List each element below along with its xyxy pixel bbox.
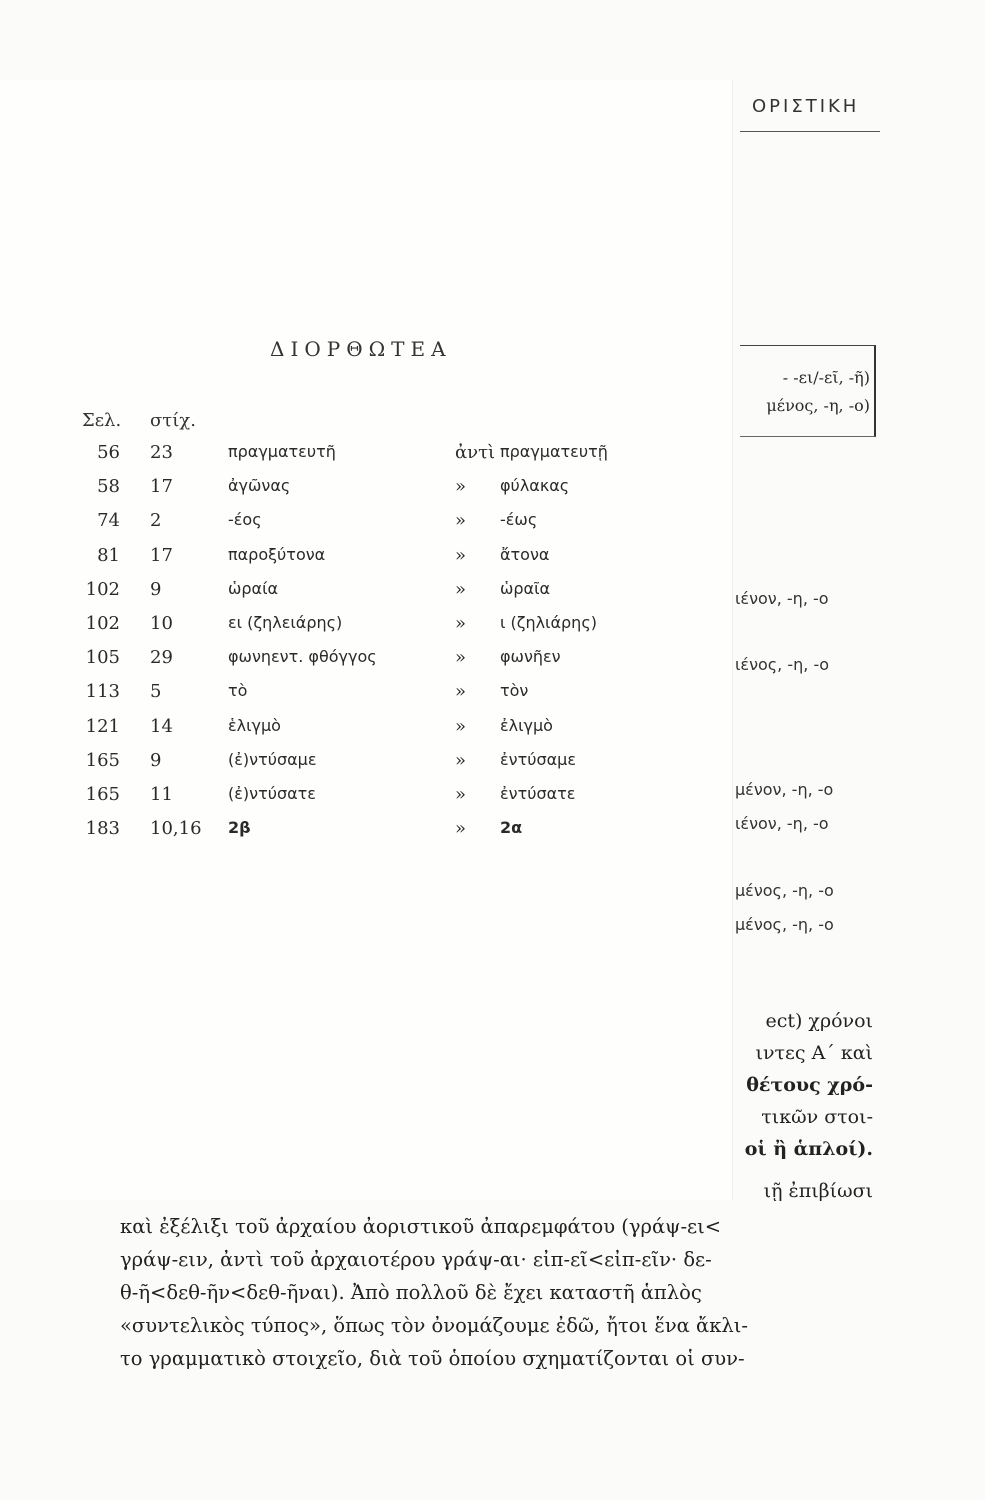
errata-correct: -έως xyxy=(500,510,538,530)
errata-row xyxy=(0,579,732,613)
column-header-line: στίχ. xyxy=(150,410,196,431)
right-form: μένος, -η, -ο xyxy=(735,915,834,934)
errata-page: 183 xyxy=(85,818,120,840)
errata-wrong: (ἐ)ντύσαμε xyxy=(228,749,317,769)
errata-page: 58 xyxy=(97,476,120,498)
errata-correct: ἄτονα xyxy=(500,544,550,564)
errata-page: 102 xyxy=(85,578,120,600)
errata-wrong: 2β xyxy=(228,818,251,838)
errata-instead: » xyxy=(455,818,467,840)
errata-line: 17 xyxy=(150,476,173,498)
right-text: ιῇ ἐπιβίωσι xyxy=(763,1180,873,1202)
errata-wrong: -έος xyxy=(228,510,262,530)
errata-line: 9 xyxy=(150,578,162,600)
errata-line: 11 xyxy=(150,784,173,805)
errata-line: 29 xyxy=(150,647,173,669)
errata-instead: » xyxy=(455,544,467,566)
errata-correct: φύλακας xyxy=(500,476,570,496)
errata-line: 17 xyxy=(150,544,173,566)
errata-instead: » xyxy=(455,749,467,771)
body-text-line: γράψ-ειν, ἀντὶ τοῦ ἀρχαιοτέρου γράψ-αι· εἰπ-εῖ<εἰπ-εῖν· δε- xyxy=(120,1248,712,1271)
errata-wrong: παροξύτονα xyxy=(228,544,326,564)
errata-instead: » xyxy=(455,510,467,532)
header-rule xyxy=(740,131,880,132)
errata-correct: φωνῆεν xyxy=(500,647,561,667)
errata-line: 5 xyxy=(150,681,162,703)
errata-title: ΔΙΟΡΘΩΤΕΑ xyxy=(270,337,452,361)
errata-instead: » xyxy=(455,681,467,703)
errata-page: 81 xyxy=(97,544,120,566)
boxed-inset xyxy=(740,345,876,437)
errata-wrong: (ἐ)ντύσατε xyxy=(228,784,316,803)
right-text: ιντες Α΄ καὶ xyxy=(755,1042,873,1064)
errata-page: 105 xyxy=(85,647,120,669)
errata-wrong: ὡραία xyxy=(228,578,279,598)
errata-correct: πραγματευτῇ xyxy=(500,442,608,461)
errata-instead: » xyxy=(455,578,467,600)
errata-page: 121 xyxy=(85,715,120,737)
errata-row xyxy=(0,476,732,510)
errata-line: 23 xyxy=(150,442,173,463)
right-text: θέτους χρό- xyxy=(746,1074,873,1096)
errata-line: 14 xyxy=(150,715,173,737)
errata-row xyxy=(0,442,732,476)
errata-correct: τὸν xyxy=(500,681,529,701)
errata-row xyxy=(0,784,732,818)
errata-correct: ἐντύσαμε xyxy=(500,749,576,769)
right-form: ιένον, -η, -ο xyxy=(735,589,829,608)
column-header-page: Σελ. xyxy=(82,410,122,431)
errata-page: 102 xyxy=(85,613,120,634)
errata-wrong: φωνηεντ. φθόγγος xyxy=(228,647,377,667)
errata-row xyxy=(0,818,732,852)
box-line: - -ει/-εῖ, -ῆ) xyxy=(782,368,870,387)
errata-wrong: ει (ζηλειάρης) xyxy=(228,613,343,632)
right-form: ιένος, -η, -ο xyxy=(735,655,829,674)
errata-correct: ἐλιγμὸ xyxy=(500,715,553,735)
body-text-line: θ-ῆ<δεθ-ῆν<δεθ-ῆναι). Ἀπὸ πολλοῦ δὲ ἔχει καταστῆ ἁπλὸς xyxy=(120,1281,702,1304)
errata-line: 2 xyxy=(150,510,162,532)
right-form: μένον, -η, -ο xyxy=(735,780,834,799)
errata-correct: ὡραῖα xyxy=(500,578,551,598)
errata-line: 9 xyxy=(150,749,162,771)
errata-wrong: ἀγῶνας xyxy=(228,476,291,496)
errata-page: 165 xyxy=(85,784,120,805)
errata-instead: » xyxy=(455,715,467,737)
body-text-line: «συντελικὸς τύπος», ὅπως τὸν ὀνομάζουμε ἐδῶ, ἤτοι ἕνα ἄκλι- xyxy=(120,1314,748,1337)
box-line: μένος, -η, -ο) xyxy=(766,396,870,415)
errata-wrong: τὸ xyxy=(228,681,248,701)
right-form: ιένον, -η, -ο xyxy=(735,814,829,833)
errata-page: 165 xyxy=(85,749,120,771)
right-text: οἱ ἢ ἁπλοί). xyxy=(744,1138,873,1160)
errata-instead: » xyxy=(455,784,467,805)
right-text: τικῶν στοι- xyxy=(761,1106,873,1128)
errata-row xyxy=(0,750,732,784)
errata-wrong: ἑλιγμὸ xyxy=(228,715,281,735)
errata-instead: » xyxy=(455,476,467,498)
errata-instead: » xyxy=(455,647,467,669)
page-header: ΟΡΙΣΤΙΚΗ xyxy=(752,96,860,117)
errata-instead: ἀντὶ xyxy=(455,442,496,463)
errata-row xyxy=(0,510,732,544)
errata-wrong: πραγματευτῆ xyxy=(228,442,336,461)
errata-page: 56 xyxy=(97,442,120,463)
errata-row xyxy=(0,681,732,715)
right-form: μένος, -η, -ο xyxy=(735,881,834,900)
errata-instead: » xyxy=(455,613,467,634)
errata-correct: 2α xyxy=(500,818,523,838)
errata-correct: ι (ζηλιάρης) xyxy=(500,613,597,632)
errata-row xyxy=(0,647,732,681)
errata-row xyxy=(0,613,732,647)
body-text-line: το γραμματικὸ στοιχεῖο, διὰ τοῦ ὁποίου σχηματίζονται οἱ συν- xyxy=(120,1347,745,1370)
errata-line: 10,16 xyxy=(150,818,202,840)
errata-page: 74 xyxy=(97,510,120,532)
right-text: ect) χρόνοι xyxy=(765,1010,873,1032)
body-text-line: καὶ ἐξέλιξι τοῦ ἀρχαίου ἀοριστικοῦ ἀπαρεμφάτου (γράψ-ει< xyxy=(120,1215,722,1238)
errata-correct: ἐντύσατε xyxy=(500,784,576,803)
errata-page: 113 xyxy=(85,681,120,703)
errata-row xyxy=(0,545,732,579)
errata-line: 10 xyxy=(150,613,173,634)
errata-row xyxy=(0,716,732,750)
